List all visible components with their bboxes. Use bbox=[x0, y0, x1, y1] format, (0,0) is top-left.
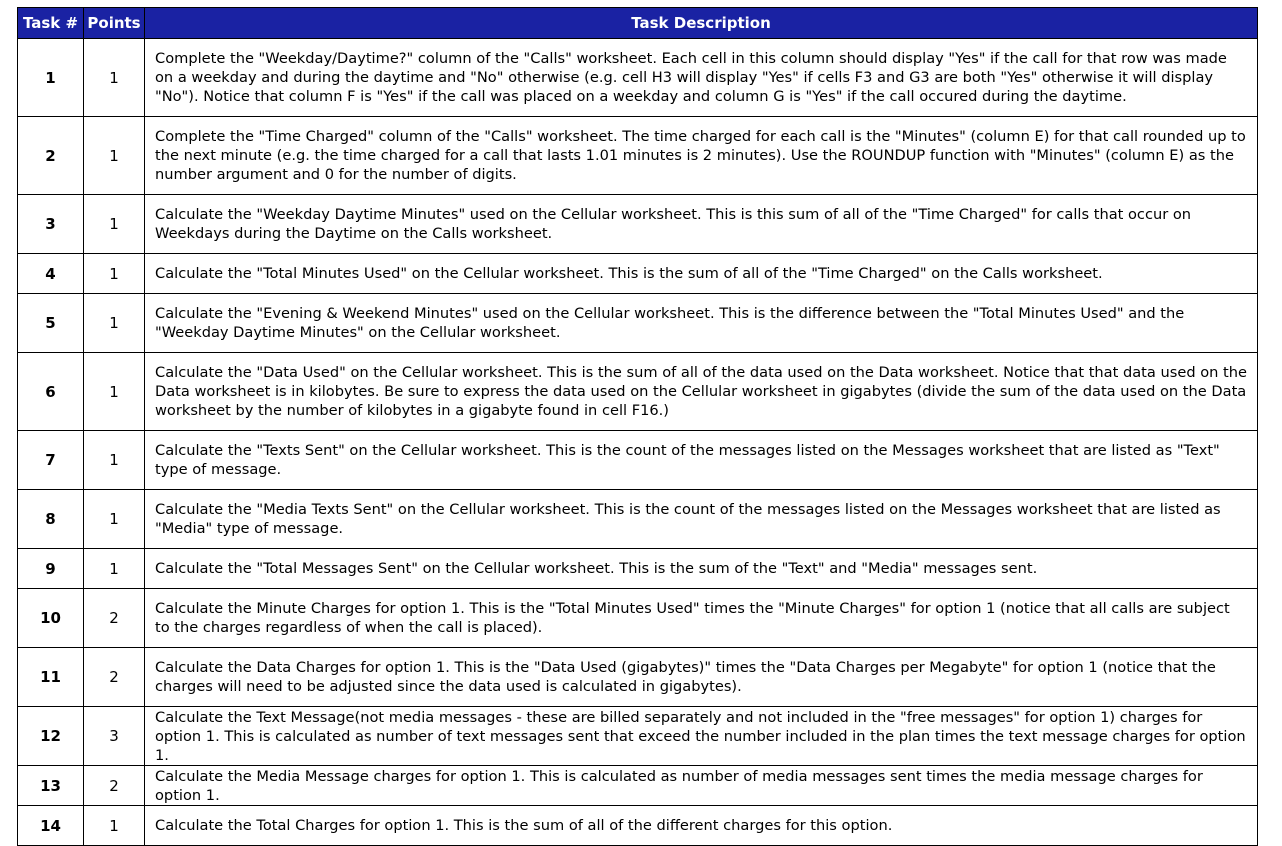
points-header: Points bbox=[84, 8, 145, 39]
task-number-cell: 8 bbox=[18, 490, 84, 549]
table-row bbox=[18, 431, 1258, 490]
points-cell: 1 bbox=[84, 294, 145, 353]
points-cell: 2 bbox=[84, 648, 145, 707]
task-description-cell: Calculate the Text Message(not media messages - these are billed separately and not included in the "free messages" for option 1) charges for option 1. This is calculated as number of text messages sent that exceed the number included in the plan times the text message charges for option 1. bbox=[145, 707, 1258, 766]
task-number-cell: 4 bbox=[18, 254, 84, 294]
task-description-cell: Calculate the Minute Charges for option 1. This is the "Total Minutes Used" times the "Minute Charges" for option 1 (notice that all calls are subject to the charges regardless of when the call is placed). bbox=[145, 589, 1258, 648]
task-description-cell: Calculate the "Texts Sent" on the Cellular worksheet. This is the count of the messages listed on the Messages worksheet that are listed as "Text" type of message. bbox=[145, 431, 1258, 490]
task-description-cell: Calculate the Data Charges for option 1. This is the "Data Used (gigabytes)" times the "Data Charges per Megabyte" for option 1 (notice that the charges will need to be adjusted since the data used is calculated in gigabytes). bbox=[145, 648, 1258, 707]
task-number-cell: 13 bbox=[18, 766, 84, 806]
task-description-cell: Complete the "Time Charged" column of the "Calls" worksheet. The time charged for each call is the "Minutes" (column E) for that call rounded up to the next minute (e.g. the time charged for a call that lasts 1.01 minutes is 2 minutes). Use the ROUNDUP function with "Minutes" (column E) as the number argument and 0 for the number of digits. bbox=[145, 117, 1258, 195]
task-number-cell: 7 bbox=[18, 431, 84, 490]
task-number-cell: 5 bbox=[18, 294, 84, 353]
table-row bbox=[18, 117, 1258, 195]
points-cell: 1 bbox=[84, 195, 145, 254]
task-number-cell: 1 bbox=[18, 39, 84, 117]
task-number-cell: 12 bbox=[18, 707, 84, 766]
task-number-cell: 11 bbox=[18, 648, 84, 707]
table-row bbox=[18, 254, 1258, 294]
points-cell: 2 bbox=[84, 589, 145, 648]
task-description-cell: Calculate the Media Message charges for option 1. This is calculated as number of media messages sent times the media message charges for option 1. bbox=[145, 766, 1258, 806]
task-number-cell: 10 bbox=[18, 589, 84, 648]
points-cell: 1 bbox=[84, 117, 145, 195]
points-cell: 1 bbox=[84, 254, 145, 294]
table-row bbox=[18, 294, 1258, 353]
task-number-cell: 9 bbox=[18, 549, 84, 589]
table-row bbox=[18, 490, 1258, 549]
table-row bbox=[18, 648, 1258, 707]
header-row bbox=[18, 8, 1258, 39]
task-description-cell: Calculate the "Total Messages Sent" on the Cellular worksheet. This is the sum of the "Text" and "Media" messages sent. bbox=[145, 549, 1258, 589]
table-row bbox=[18, 589, 1258, 648]
task-description-cell: Calculate the "Media Texts Sent" on the Cellular worksheet. This is the count of the messages listed on the Messages worksheet that are listed as "Media" type of message. bbox=[145, 490, 1258, 549]
task-number-cell: 2 bbox=[18, 117, 84, 195]
task-description-cell: Calculate the "Total Minutes Used" on the Cellular worksheet. This is the sum of all of the "Time Charged" on the Calls worksheet. bbox=[145, 254, 1258, 294]
task-number-cell: 14 bbox=[18, 806, 84, 846]
task-description-cell: Complete the "Weekday/Daytime?" column of the "Calls" worksheet. Each cell in this column should display "Yes" if the call for that row was made on a weekday and during the daytime and "No" otherwise (e.g. cell H3 will display "Yes" if cells F3 and G3 are both "Yes" otherwise it will display "No"). Notice that column F is "Yes" if the call was placed on a weekday and column G is "Yes" if the call occured during the daytime. bbox=[145, 39, 1258, 117]
task-description-cell: Calculate the Total Charges for option 1. This is the sum of all of the different charges for this option. bbox=[145, 806, 1258, 846]
points-cell: 1 bbox=[84, 806, 145, 846]
table-row bbox=[18, 353, 1258, 431]
task-description-header: Task Description bbox=[145, 8, 1258, 39]
task-table-container bbox=[17, 7, 1257, 846]
task-number-cell: 3 bbox=[18, 195, 84, 254]
table-row bbox=[18, 549, 1258, 589]
table-row bbox=[18, 707, 1258, 766]
points-cell: 1 bbox=[84, 490, 145, 549]
points-cell: 1 bbox=[84, 39, 145, 117]
points-cell: 1 bbox=[84, 353, 145, 431]
task-description-cell: Calculate the "Weekday Daytime Minutes" used on the Cellular worksheet. This is this sum of all of the "Time Charged" for calls that occur on Weekdays during the Daytime on the Calls worksheet. bbox=[145, 195, 1258, 254]
table-row bbox=[18, 806, 1258, 846]
table-row bbox=[18, 766, 1258, 806]
task-table bbox=[17, 7, 1258, 846]
points-cell: 1 bbox=[84, 549, 145, 589]
task-description-cell: Calculate the "Data Used" on the Cellular worksheet. This is the sum of all of the data used on the Data worksheet. Notice that that data used on the Data worksheet is in kilobytes. Be sure to express the data used on the Cellular worksheet in gigabytes (divide the sum of the data used on the Data worksheet by the number of kilobytes in a gigabyte found in cell F16.) bbox=[145, 353, 1258, 431]
points-cell: 1 bbox=[84, 431, 145, 490]
task-number-cell: 6 bbox=[18, 353, 84, 431]
table-row bbox=[18, 39, 1258, 117]
table-row bbox=[18, 195, 1258, 254]
points-cell: 3 bbox=[84, 707, 145, 766]
task-description-cell: Calculate the "Evening & Weekend Minutes" used on the Cellular worksheet. This is the difference between the "Total Minutes Used" and the "Weekday Daytime Minutes" on the Cellular worksheet. bbox=[145, 294, 1258, 353]
points-cell: 2 bbox=[84, 766, 145, 806]
task-number-header: Task # bbox=[18, 8, 84, 39]
